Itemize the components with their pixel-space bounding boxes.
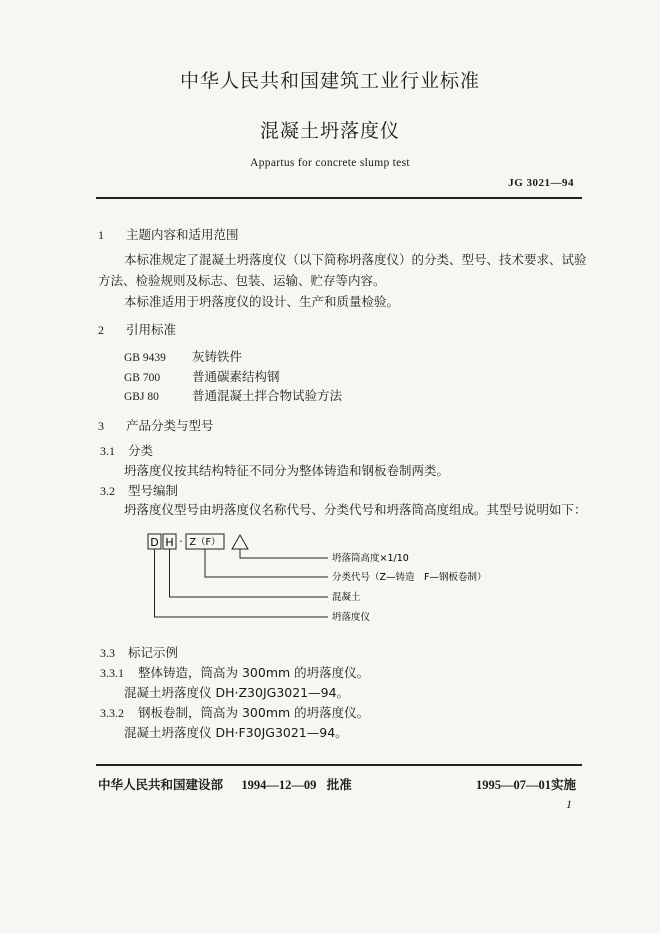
- label-height: 坍落筒高度×1/10: [332, 553, 409, 564]
- label-slump-device: 坍落度仪: [332, 612, 371, 623]
- section-1-number: 1: [98, 228, 104, 242]
- reference-code: GB 700: [124, 372, 161, 384]
- box-z-text: Z（F）: [189, 537, 221, 548]
- section-2-number: 2: [98, 323, 104, 337]
- section-3-1-number: 3.1: [100, 444, 115, 458]
- standard-title: 中华人民共和国建筑工业行业标准: [179, 70, 480, 92]
- reference-item: [124, 367, 280, 385]
- implementation-label: 实施: [550, 777, 576, 792]
- section-3-2-number: 3.2: [100, 484, 115, 498]
- section-1-title: 主题内容和适用范围: [126, 227, 239, 242]
- reference-item: [124, 386, 342, 404]
- separator-dot: ·: [179, 535, 183, 548]
- section-2-heading: [98, 320, 176, 338]
- section-3-3-2-number: 3.3.2: [100, 706, 124, 720]
- height-triangle: [232, 535, 248, 549]
- section-3-1-title: 分类: [128, 443, 154, 458]
- leader-line-height: [240, 549, 328, 558]
- section-1-para-1a: 本标准规定了混凝土坍落度仪（以下简称坍落度仪）的分类、型号、技术要求、试验: [124, 252, 587, 267]
- label-class-code: 分类代号（Z—铸造 F—钢板卷制）: [332, 572, 487, 583]
- section-3-3-title: 标记示例: [128, 645, 179, 660]
- page-number: 1: [566, 797, 572, 811]
- section-2-title: 引用标准: [126, 322, 177, 337]
- header-rule: [96, 197, 582, 199]
- approval-line: [98, 775, 352, 793]
- box-d-text: D: [150, 536, 159, 549]
- section-3-3-1-text: 整体铸造，筒高为 300mm 的坍落度仪。: [138, 665, 370, 680]
- section-3-3-number: 3.3: [100, 646, 115, 660]
- label-concrete: 混凝土: [332, 592, 361, 603]
- section-3-heading: [98, 416, 214, 434]
- section-3-3-1: [100, 663, 369, 681]
- section-3-3-1-number: 3.3.1: [100, 666, 124, 680]
- section-1-para-2: 本标准适用于坍落度仪的设计、生产和质量检验。: [124, 294, 400, 309]
- section-3-title: 产品分类与型号: [126, 418, 214, 433]
- leader-line-slump: [155, 549, 329, 617]
- section-3-2-title: 型号编制: [128, 483, 179, 498]
- section-3-2-heading: [100, 481, 178, 499]
- implementation-line: [476, 775, 576, 793]
- section-1-heading: [98, 225, 239, 243]
- section-3-1-text: 坍落度仪按其结构特征不同分为整体铸造和钢板卷制两类。: [124, 463, 450, 478]
- approve-label: 批准: [326, 777, 352, 792]
- model-designation-diagram: [140, 528, 500, 628]
- footer-rule: [96, 764, 582, 766]
- reference-code: GB 9439: [124, 352, 166, 364]
- leader-line-concrete: [170, 549, 329, 597]
- box-h-text: H: [165, 536, 174, 549]
- document-title: 混凝土坍落度仪: [259, 120, 400, 142]
- section-3-3-2-mark: 混凝土坍落度仪 DH·F30JG3021—94。: [124, 725, 348, 740]
- reference-code: GBJ 80: [124, 391, 159, 403]
- leader-line-class: [205, 549, 328, 577]
- section-3-3-2: [100, 703, 369, 721]
- english-title: Appartus for concrete slump test: [250, 157, 410, 169]
- reference-item: [124, 347, 242, 365]
- reference-name: 灰铸铁件: [192, 349, 243, 364]
- section-3-number: 3: [98, 419, 104, 433]
- section-3-3-2-text: 钢板卷制，筒高为 300mm 的坍落度仪。: [138, 705, 370, 720]
- issuer: 中华人民共和国建设部: [98, 777, 224, 792]
- implementation-date: 1995—07—01: [475, 778, 551, 792]
- reference-name: 普通碳素结构钢: [192, 369, 280, 384]
- section-3-2-text: 坍落度仪型号由坍落度仪名称代号、分类代号和坍落筒高度组成。其型号说明如下：: [124, 502, 587, 517]
- approve-date: 1994—12—09: [241, 778, 317, 792]
- standard-code: JG 3021—94: [508, 177, 574, 189]
- section-1-para-1b: 方法、检验规则及标志、包装、运输、贮存等内容。: [98, 273, 386, 288]
- reference-name: 普通混凝土拌合物试验方法: [192, 388, 343, 403]
- section-3-3-1-mark: 混凝土坍落度仪 DH·Z30JG3021—94。: [124, 685, 350, 700]
- section-3-3-heading: [100, 643, 178, 661]
- section-3-1-heading: [100, 441, 153, 459]
